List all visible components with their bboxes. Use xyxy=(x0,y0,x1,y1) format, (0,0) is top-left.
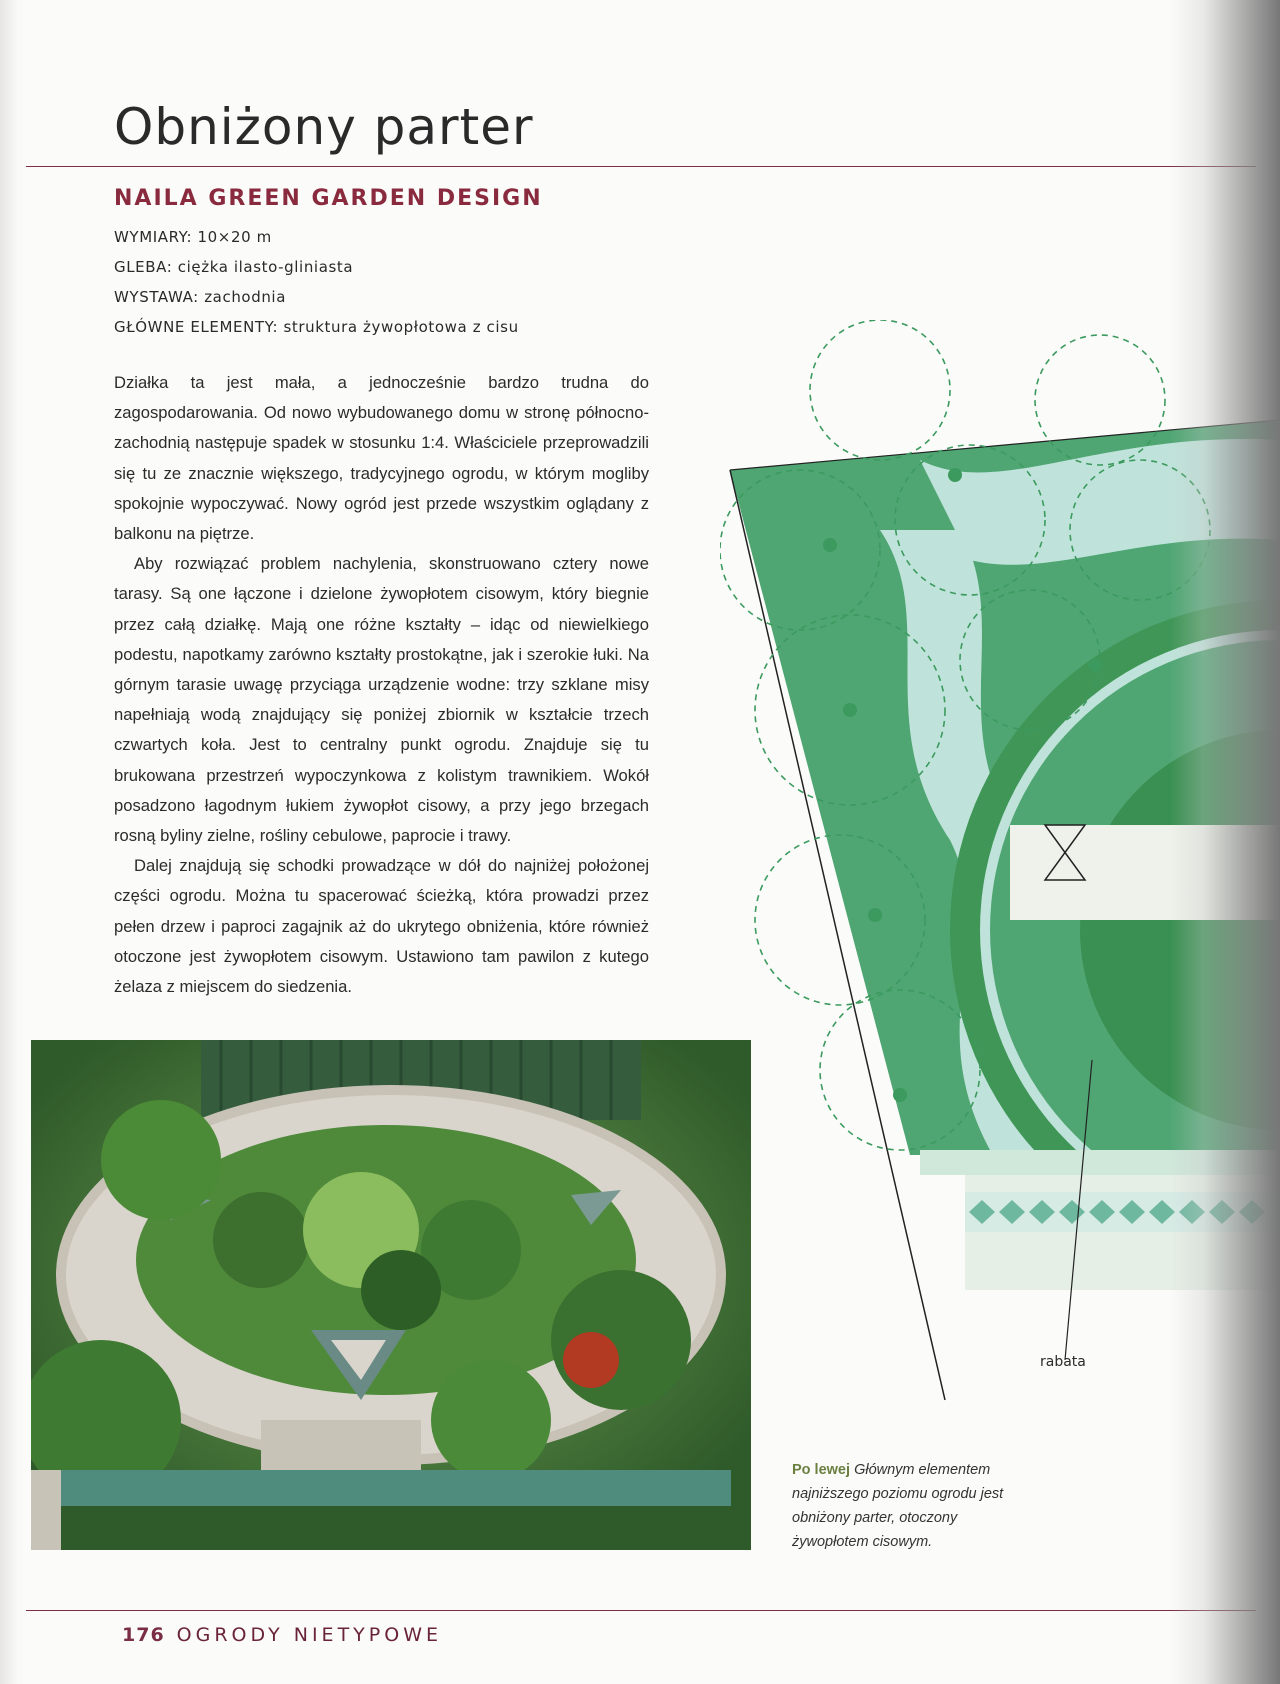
caption-lead: Po lewej xyxy=(792,1462,851,1478)
paragraph-2: Aby rozwiązać problem nachylenia, skonstruowano cztery nowe tarasy. Są one łączone i dzielone żywopłotem cisowym, który biegnie przez całą działkę. Mają one różne kształty – idąc od niewielkiego podestu, napotkamy zarówno kształty prostokątne, jak i szerokie łuki. Na górnym tarasie uwagę przyciąga urządzenie wodne: trzy szklane misy napełniają wodą znajdujący się poniżej zbiornik w kształcie trzech czwartych koła. Jest to centralny punkt ogrodu. Znajduje się tu brukowana przestrzeń wypoczynkowa z kolistym trawnikiem. Wokół posadzono łagodnym łukiem żywopłot cisowy, a przy jego brzegach rosną byliny zielne, rośliny cebulowe, paprocie i trawy. xyxy=(114,554,649,846)
page-title: Obniżony parter xyxy=(114,98,534,156)
paragraph-1: Działka ta jest mała, a jednocześnie bardzo trudna do zagospodarowania. Od nowo wybudowanego domu w stronę północno-zachodnią następuje spadek w stosunku 1:4. Właściciele przeprowadzili się tu ze znacznie większego, tradycyjnego ogrodu, w którym mogliby spokojnie wypoczywać. Nowy ogród jest przede wszystkim oglądany z balkonu na piętrze. xyxy=(114,373,649,544)
page-footer xyxy=(122,1624,442,1646)
book-spine xyxy=(0,0,26,1684)
spec-list xyxy=(114,222,519,342)
plan-label-rabata: rabata xyxy=(1040,1354,1086,1370)
garden-plan xyxy=(720,320,1280,1410)
article-body xyxy=(114,368,649,1002)
spec-exposure: WYSTAWA: zachodnia xyxy=(114,288,286,306)
garden-photo-illustration xyxy=(31,1040,751,1550)
page-number: 176 xyxy=(122,1624,165,1646)
header-rule xyxy=(26,166,1256,167)
garden-photo xyxy=(31,1040,751,1550)
plan-terrace-edge xyxy=(920,1150,1280,1175)
section-name: OGRODY NIETYPOWE xyxy=(176,1624,442,1646)
spec-main-elements: GŁÓWNE ELEMENTY: struktura żywopłotowa z cisu xyxy=(114,318,519,336)
spec-soil: GLEBA: ciężka ilasto-gliniasta xyxy=(114,258,354,276)
designer-name: NAILA GREEN GARDEN DESIGN xyxy=(114,186,543,211)
footer-rule xyxy=(26,1610,1256,1611)
photo-caption xyxy=(792,1458,1032,1554)
paragraph-3: Dalej znajdują się schodki prowadzące w dół do najniżej położonej części ogrodu. Można tu spacerować ścieżką, która prowadzi przez pełen drzew i paproci zagajnik aż do ukrytego obniżenia, które również otoczone jest żywopłotem cisowym. Ustawiono tam pawilon z kutego żelaza z miejscem do siedzenia. xyxy=(114,856,649,997)
spec-dimensions: WYMIARY: 10×20 m xyxy=(114,228,272,246)
caption-text: Głównym elementem najniższego poziomu ogrodu jest obniżony parter, otoczony żywopłotem cisowym. xyxy=(792,1462,1004,1550)
